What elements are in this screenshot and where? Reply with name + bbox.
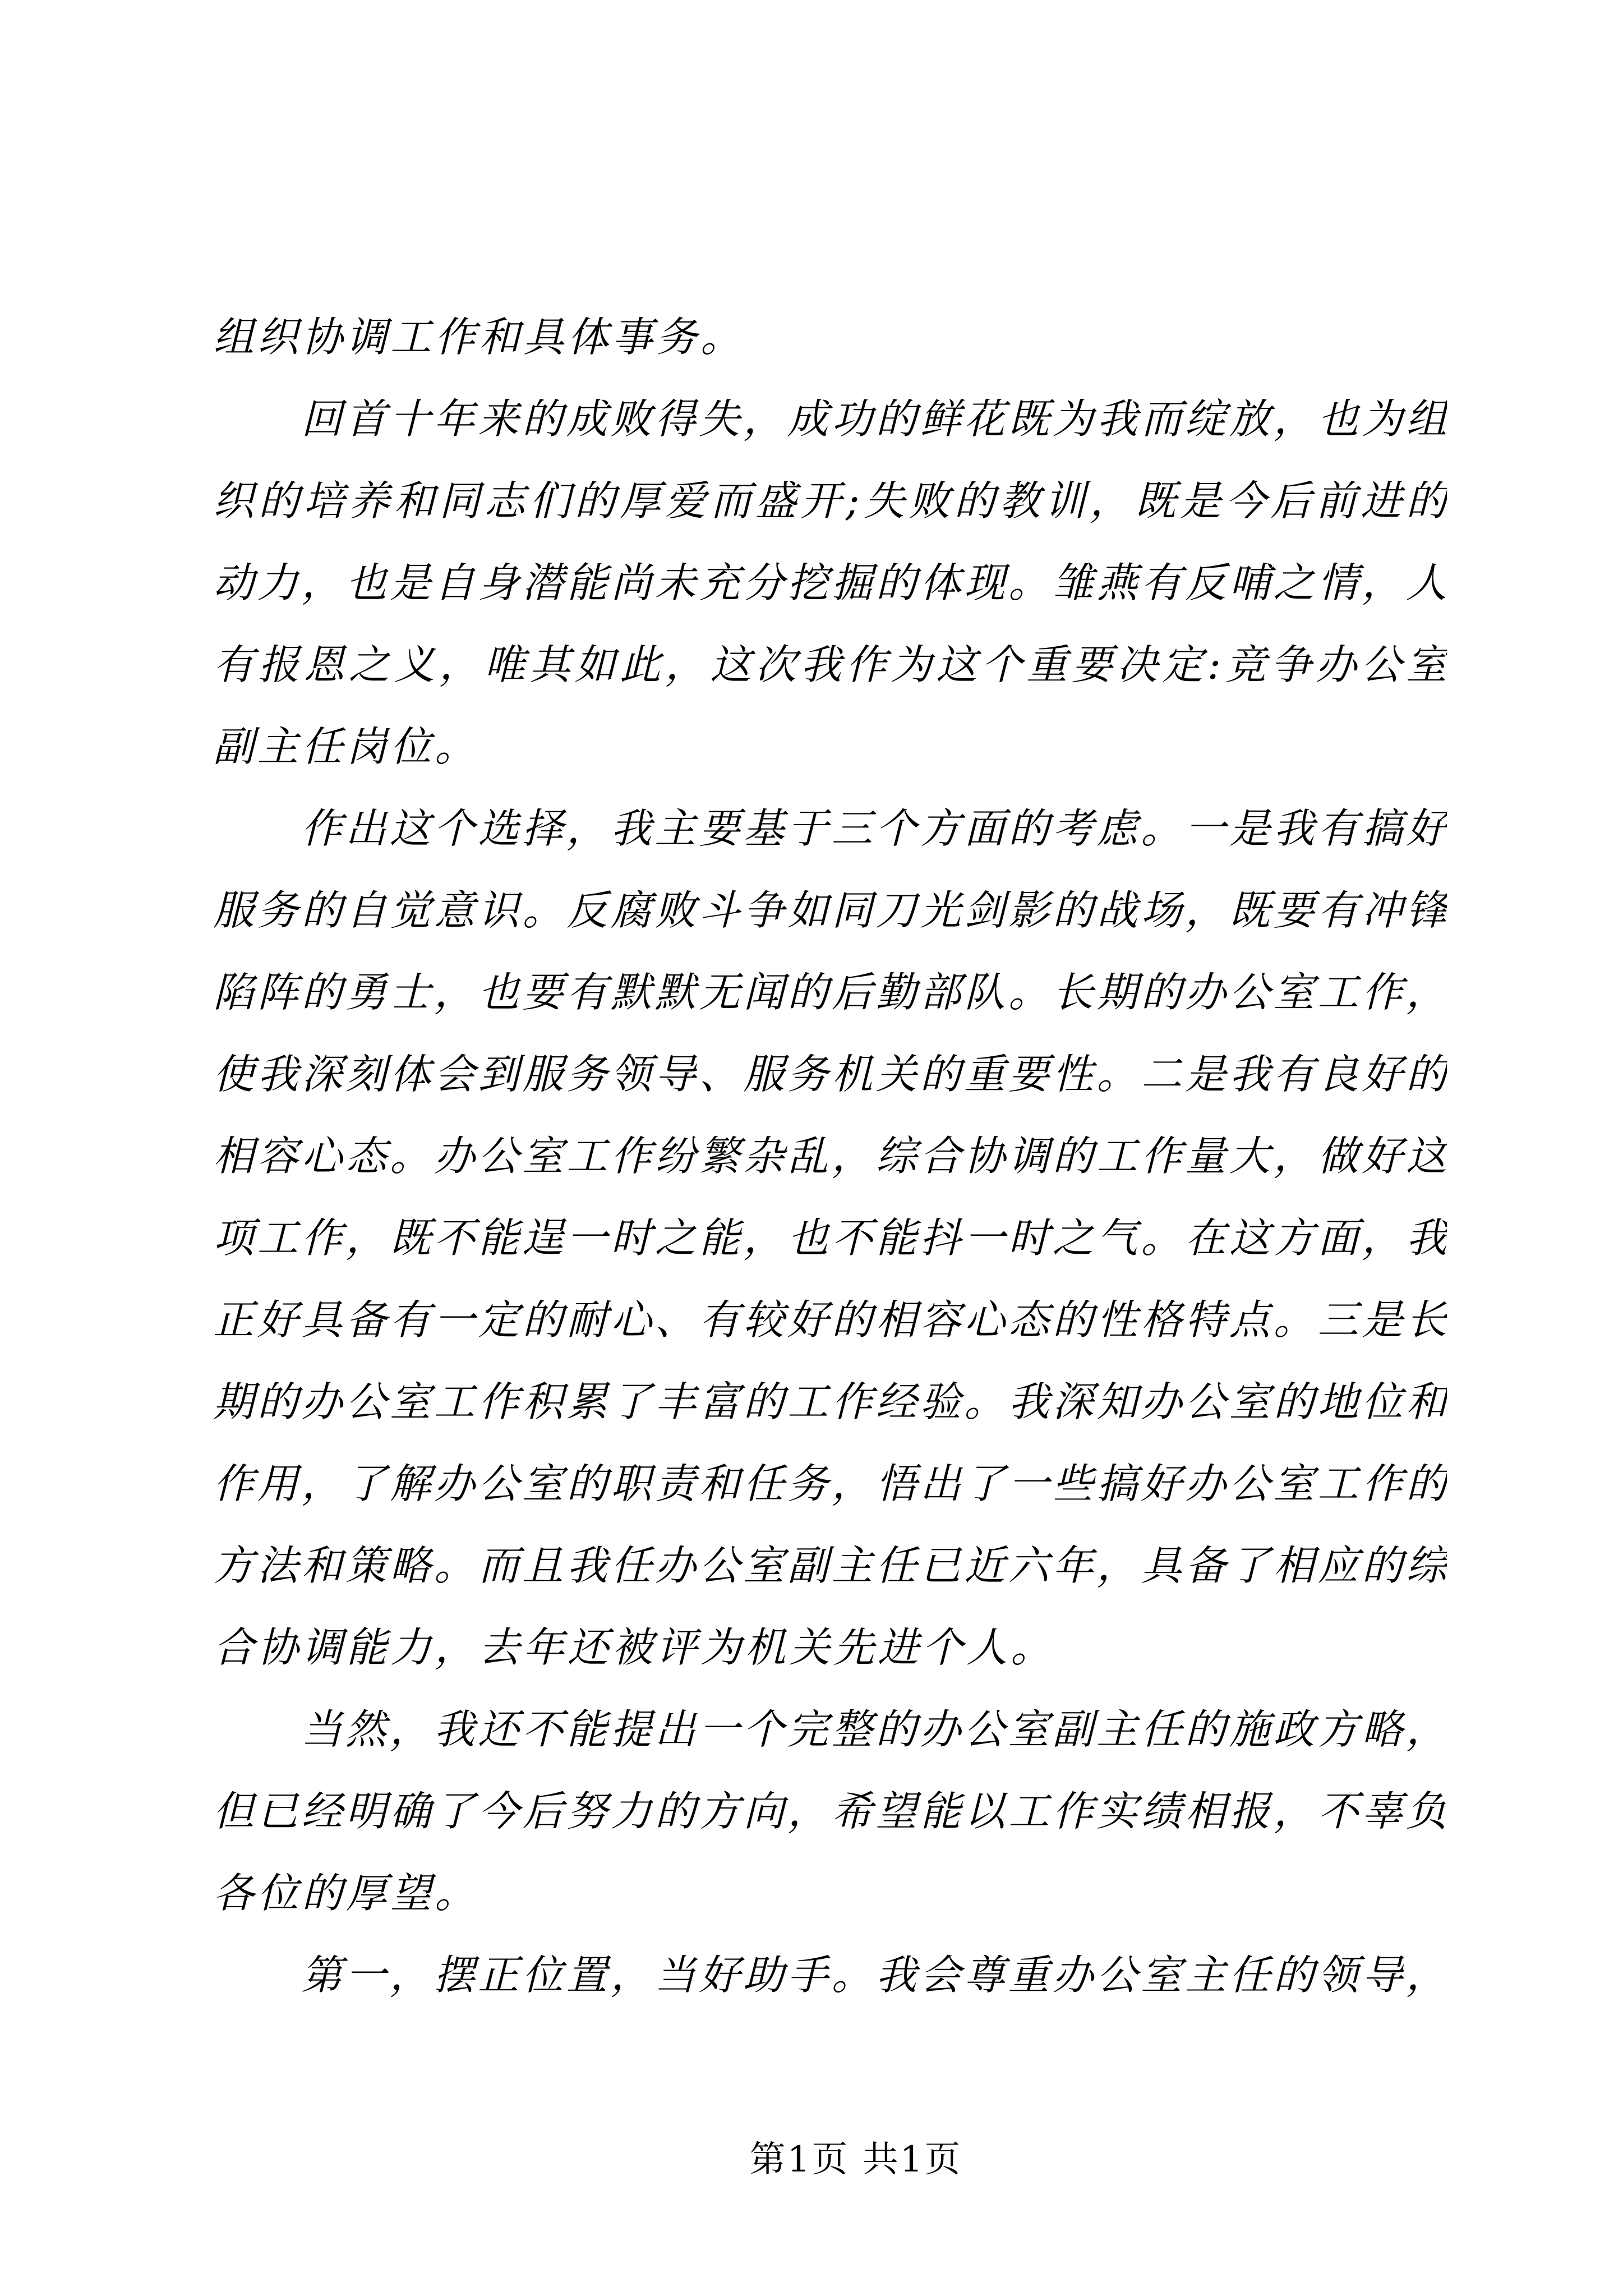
text-line: 服务的自觉意识。反腐败斗争如同刀光剑影的战场，既要有冲锋 (213, 887, 1447, 935)
text-line: 副主任岗位。 (213, 723, 479, 771)
page-footer: 第1页 共1页 (749, 2139, 962, 2180)
text-line: 当然，我还不能提出一个完整的办公室副主任的施政方略， (301, 1706, 1447, 1754)
text-line: 织的培养和同志们的厚爱而盛开;失败的教训，既是今后前进的 (213, 477, 1447, 525)
text-line: 作用，了解办公室的职责和任务，悟出了一些搞好办公室工作的 (213, 1460, 1447, 1508)
text-line: 项工作，既不能逞一时之能，也不能抖一时之气。在这方面，我 (213, 1214, 1447, 1262)
text-line: 期的办公室工作积累了丰富的工作经验。我深知办公室的地位和 (213, 1378, 1447, 1426)
text-line: 组织协调工作和具体事务。 (213, 314, 745, 361)
text-line: 方法和策略。而且我任办公室副主任已近六年，具备了相应的综 (213, 1542, 1447, 1590)
text-line: 动力，也是自身潜能尚未充分挖掘的体现。雏燕有反哺之情，人 (213, 559, 1447, 607)
text-line: 第一，摆正位置，当好助手。我会尊重办公室主任的领导， (301, 1952, 1447, 1999)
text-line: 但已经明确了今后努力的方向，希望能以工作实绩相报，不辜负 (213, 1788, 1447, 1835)
text-line: 各位的厚望。 (213, 1870, 479, 1917)
text-line: 回首十年来的成败得失，成功的鲜花既为我而绽放，也为组 (301, 395, 1447, 443)
text-line: 合协调能力，去年还被评为机关先进个人。 (213, 1624, 1055, 1672)
document-body (213, 297, 1447, 2017)
text-line: 相容心态。办公室工作纷繁杂乱，综合协调的工作量大，做好这 (213, 1133, 1447, 1180)
text-line: 使我深刻体会到服务领导、服务机关的重要性。二是我有良好的 (213, 1051, 1447, 1098)
text-line: 作出这个选择，我主要基于三个方面的考虑。一是我有搞好 (301, 805, 1447, 853)
text-line: 正好具备有一定的耐心、有较好的相容心态的性格特点。三是长 (213, 1296, 1447, 1344)
text-line: 陷阵的勇士，也要有默默无闻的后勤部队。长期的办公室工作， (213, 969, 1447, 1016)
text-line: 有报恩之义，唯其如此，这次我作为这个重要决定:竞争办公室 (213, 641, 1447, 689)
